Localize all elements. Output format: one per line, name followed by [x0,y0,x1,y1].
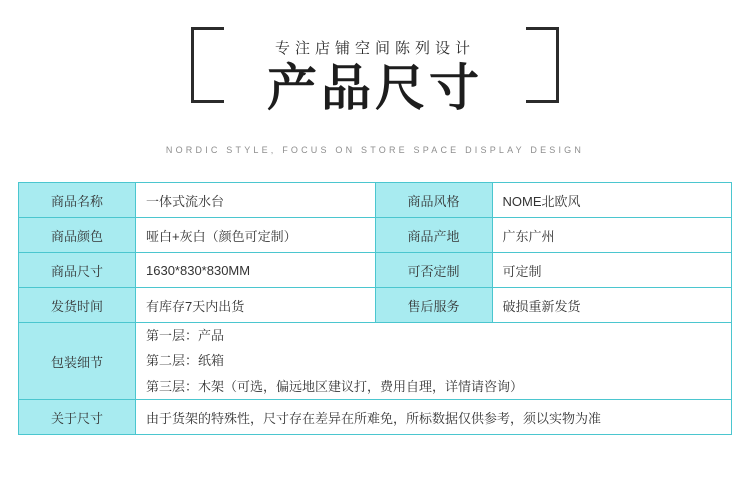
spec-label-product-size: 商品尺寸 [19,253,136,288]
spec-table-container [18,182,732,435]
spec-label-size-note: 关于尺寸 [19,400,136,435]
header-subtitle-cn: 专注店铺空间陈列设计 [274,39,475,57]
bracket-right-decoration [526,27,559,103]
table-row [19,253,732,288]
page-header [0,0,750,175]
spec-value-product-color: 哑白+灰白（颜色可定制） [136,218,376,253]
spec-value-customizable: 可定制 [492,253,732,288]
spec-value-product-name: 一体式流水台 [136,183,376,218]
packaging-line-2: 第二层：纸箱 [146,353,225,369]
spec-table [18,182,732,435]
spec-value-packaging [136,323,732,400]
spec-label-shipping-time: 发货时间 [19,288,136,323]
table-row [19,218,732,253]
spec-label-product-name: 商品名称 [19,183,136,218]
spec-label-product-color: 商品颜色 [19,218,136,253]
packaging-line-1: 第一层：产品 [146,328,225,343]
spec-value-product-size: 1630*830*830MM [136,253,376,288]
bracket-left-decoration [191,27,224,103]
spec-value-product-origin: 广东广州 [492,218,732,253]
spec-label-customizable: 可否定制 [375,253,492,288]
header-subtitle-en: NORDIC STYLE, FOCUS ON STORE SPACE DISPLAY DESIGN [165,144,585,155]
spec-label-after-sales: 售后服务 [375,288,492,323]
spec-label-product-style: 商品风格 [375,183,492,218]
table-row [19,288,732,323]
spec-label-packaging: 包装细节 [19,323,136,400]
table-row-packaging [19,323,732,400]
table-row [19,183,732,218]
header-title-block [195,21,555,131]
table-row-note [19,400,732,435]
packaging-line-3: 第三层：木架（可选，偏远地区建议打，费用自理，详情请咨询） [146,378,524,394]
spec-value-product-style: NOME北欧风 [492,183,732,218]
spec-value-after-sales: 破损重新发货 [492,288,732,323]
spec-value-shipping-time: 有库存7天内出货 [136,288,376,323]
spec-label-product-origin: 商品产地 [375,218,492,253]
spec-value-size-note: 由于货架的特殊性，尺寸存在差异在所难免，所标数据仅供参考，须以实物为准 [136,400,732,435]
page-title: 产品尺寸 [267,59,483,116]
